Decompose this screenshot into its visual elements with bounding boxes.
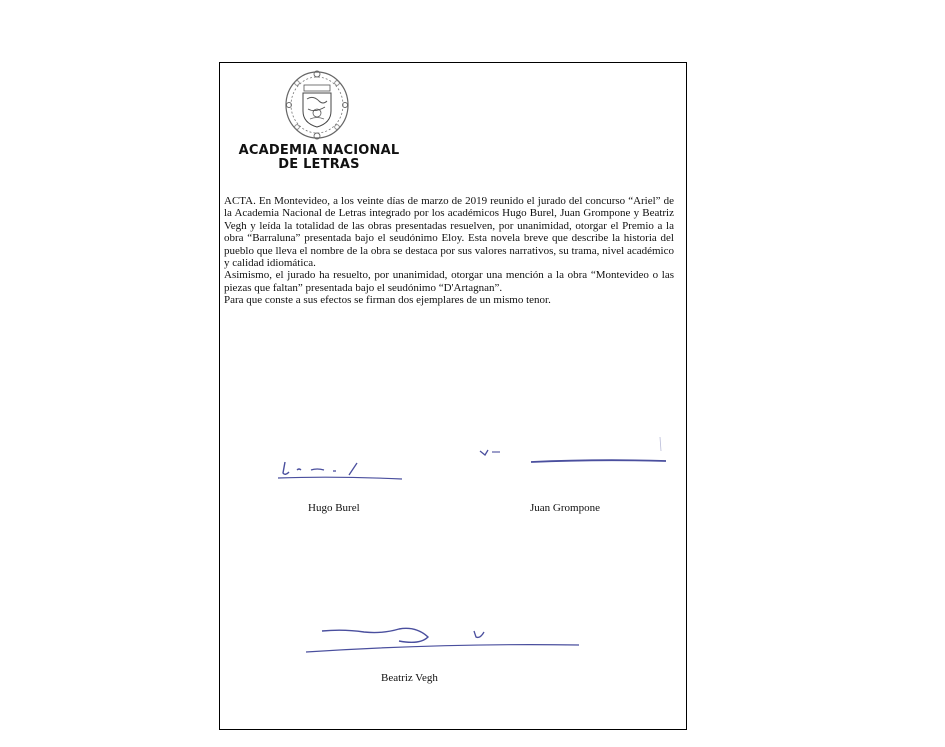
signature-hugo-burel [275, 457, 405, 483]
organization-name [234, 144, 404, 172]
act-paragraph-1: ACTA. En Montevideo, a los veinte días de marzo de 2019 reunido el jurado del concurso “Ariel” de la Academia Nacional de Letras integrado por los académicos Hugo Burel, Juan Grompone y Beatriz Vegh y leída la totalidad de las obras presentadas resuelven, por unanimidad, otorgar el Premio a la obra “Barraluna” presentada bajo el seudónimo Eloy. Esta novela breve que describe la historia del pueblo que lleva el nombre de la obra se destaca por sus valores narrativos, su trama, nivel académico y calidad idiomática. [224, 195, 674, 270]
act-paragraph-2: Asimismo, el jurado ha resuelto, por unanimidad, otorgar una mención a la obra “Montevideo o las piezas que faltan” presentada bajo el seudónimo “D'Artagnan”. [224, 269, 674, 294]
signer-name-hugo-burel: Hugo Burel [308, 502, 360, 514]
signer-name-beatriz-vegh: Beatriz Vegh [381, 672, 438, 684]
signature-juan-grompone [478, 433, 668, 469]
signer-name-juan-grompone: Juan Grompone [530, 502, 600, 514]
organization-name-line2: DE LETRAS [278, 157, 360, 172]
document-page [219, 62, 687, 730]
signature-beatriz-vegh [304, 619, 584, 657]
organization-name-line1: ACADEMIA NACIONAL [238, 143, 400, 158]
academy-seal-icon [283, 69, 351, 141]
act-text [224, 195, 674, 307]
act-paragraph-3: Para que conste a sus efectos se firman dos ejemplares de un mismo tenor. [224, 294, 551, 307]
